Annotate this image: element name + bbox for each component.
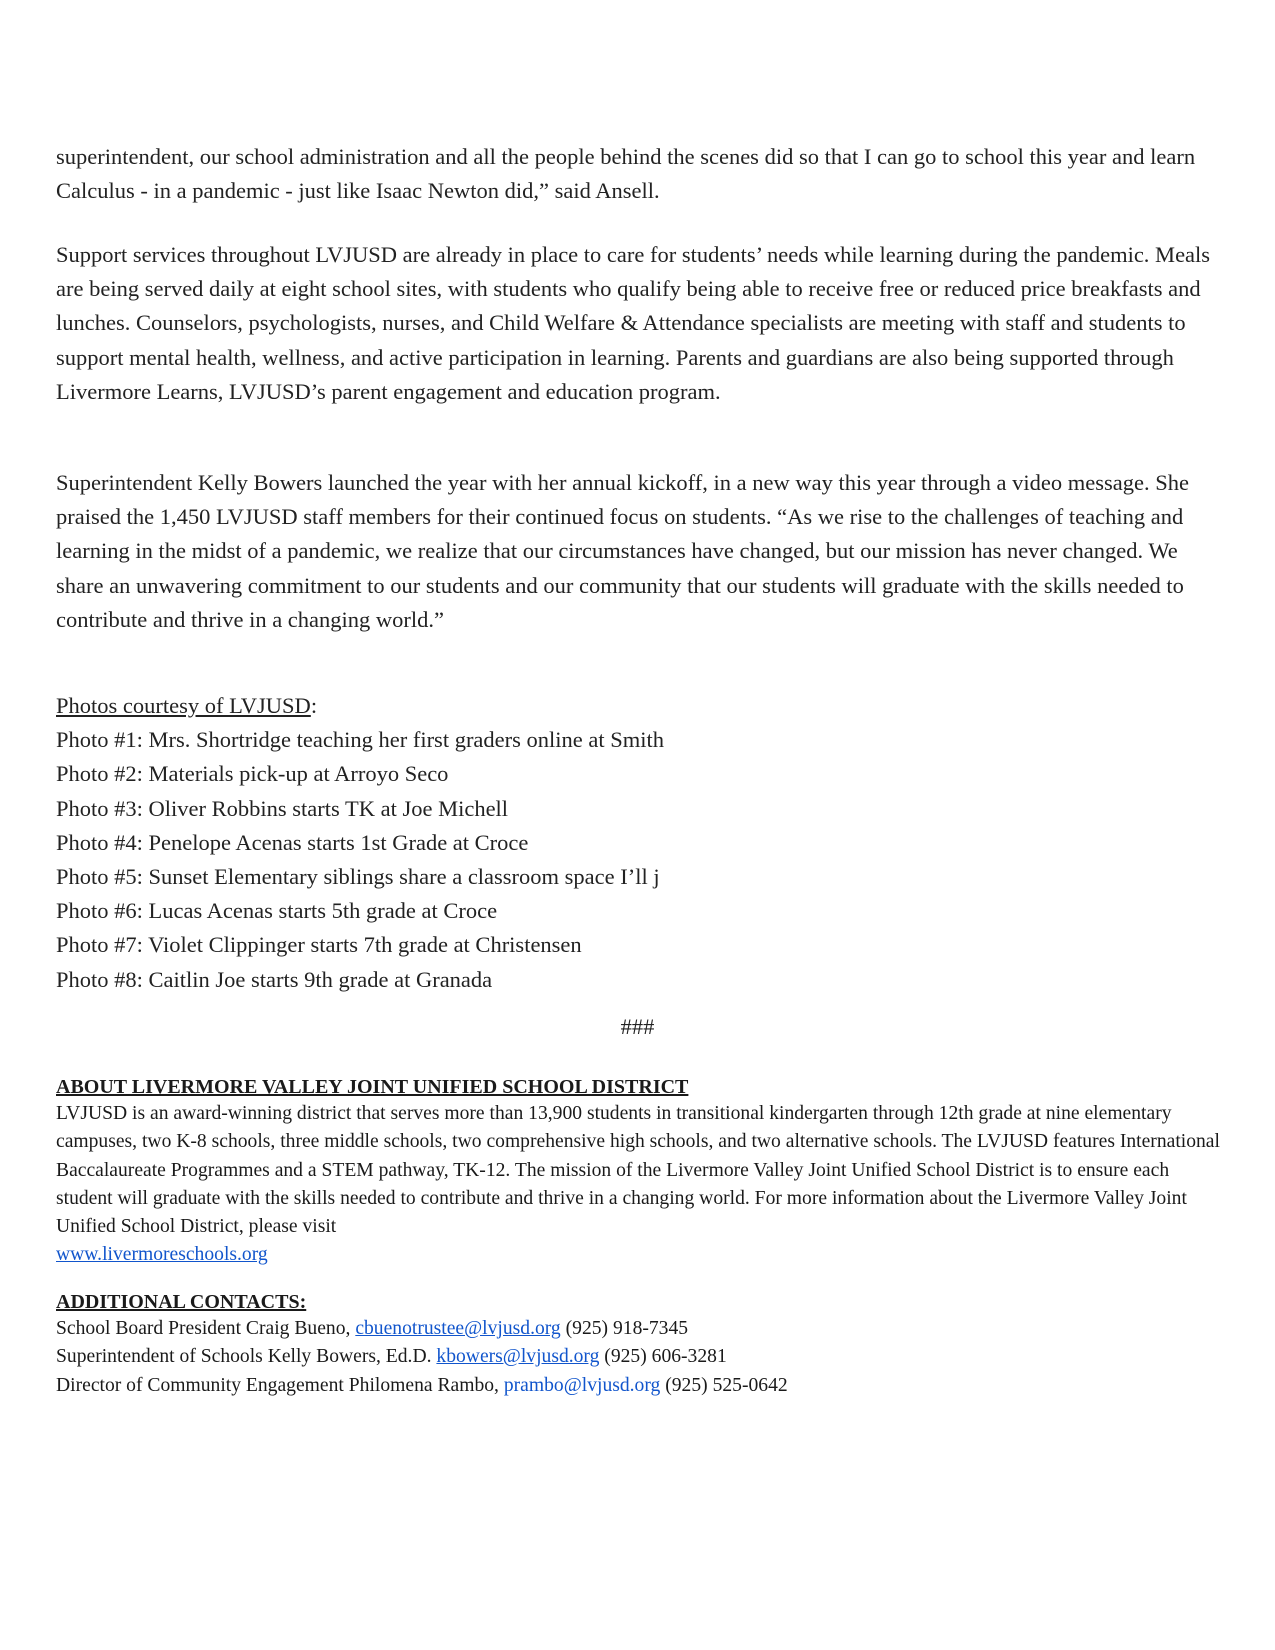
contacts-heading: ADDITIONAL CONTACTS: bbox=[56, 1291, 307, 1313]
photo-caption: Photo #7: Violet Clippinger starts 7th grade at Christensen bbox=[56, 932, 582, 958]
photo-caption: Photo #2: Materials pick-up at Arroyo Seco bbox=[56, 761, 449, 787]
body-paragraph-3 bbox=[56, 466, 1226, 637]
paragraph-text: Superintendent Kelly Bowers launched the year with her annual kickoff, in a new way this year through a video message. She praised the 1,450 LVJUSD staff members for their continued focus on students. “As we rise to the challenges of teaching and learning in the midst of a pandemic, we realize that our circumstances have changed, but our mission has never changed. We share an unwavering commitment to our students and our community that our students will graduate with the skills needed to contribute and thrive in a changing world.” bbox=[56, 470, 1190, 632]
contacts-section bbox=[56, 1289, 1226, 1400]
contact-phone: (925) 606-3281 bbox=[599, 1346, 727, 1368]
photo-caption: Photo #4: Penelope Acenas starts 1st Grade at Croce bbox=[56, 829, 529, 855]
contact-name: Superintendent of Schools Kelly Bowers, Ed.D. bbox=[56, 1346, 437, 1368]
photo-caption: Photo #8: Caitlin Joe starts 9th grade at Granada bbox=[56, 966, 493, 992]
photo-caption: Photo #3: Oliver Robbins starts TK at Joe Michell bbox=[56, 795, 509, 821]
email-link[interactable]: cbuenotrustee@lvjusd.org bbox=[355, 1318, 561, 1339]
contact-phone: (925) 918-7345 bbox=[560, 1318, 689, 1339]
about-section bbox=[56, 1074, 1226, 1270]
contact-line bbox=[56, 1315, 1226, 1343]
photo-caption: Photo #6: Lucas Acenas starts 5th grade at Croce bbox=[56, 898, 498, 924]
photo-caption: Photo #1: Mrs. Shortridge teaching her first graders online at Smith bbox=[56, 727, 665, 753]
contact-line bbox=[56, 1372, 1226, 1400]
email-link[interactable]: prambo@lvjusd.org bbox=[503, 1374, 661, 1396]
photo-credits-heading bbox=[56, 689, 1226, 723]
photo-caption: Photo #5: Sunset Elementary siblings share a classroom space I’ll j bbox=[56, 864, 660, 890]
body-paragraph-2 bbox=[56, 238, 1226, 409]
about-body-text: LVJUSD is an award-winning district that serves more than 13,900 students in transitional kindergarten through 12th grade at nine elementary campuses, two K-8 schools, three middle schools, two comprehensive high schools, and two alternative schools. The LVJUSD features International Baccalaureate Programmes and a STEM pathway, TK-12. The mission of the Livermore Valley Joint Unified School District is to ensure each student will graduate with the skills needed to contribute and thrive in a changing world. For more information about the Livermore Valley Joint Unified School District, please visit bbox=[56, 1103, 1220, 1238]
contact-name: School Board President Craig Bueno, bbox=[56, 1318, 356, 1339]
photo-credits bbox=[56, 689, 1226, 997]
contact-phone: (925) 525-0642 bbox=[660, 1374, 788, 1396]
contact-name: Director of Community Engagement Philomena Rambo, bbox=[56, 1374, 504, 1396]
paragraph-text: superintendent, our school administration and all the people behind the scenes did so that I can go to school this year and learn Calculus - in a pandemic - just like Isaac Newton did,” said Ansell. bbox=[56, 144, 1196, 204]
body-paragraph-1 bbox=[56, 140, 1226, 208]
website-link[interactable]: www.livermoreschools.org bbox=[56, 1244, 268, 1266]
photo-credits-heading-colon: : bbox=[310, 693, 318, 718]
contact-line bbox=[56, 1343, 1226, 1371]
email-link[interactable]: kbowers@lvjusd.org bbox=[436, 1346, 600, 1368]
about-heading: ABOUT LIVERMORE VALLEY JOINT UNIFIED SCHOOL DISTRICT bbox=[56, 1076, 689, 1098]
photo-credits-heading-text: Photos courtesy of LVJUSD bbox=[56, 693, 311, 718]
about-body bbox=[56, 1100, 1226, 1270]
end-of-release-mark: ### bbox=[620, 1014, 655, 1039]
paragraph-text: Support services throughout LVJUSD are already in place to care for students’ needs while learning during the pandemic. Meals are being served daily at eight school sites, with students who qualify being able to receive free or reduced price breakfasts and lunches. Counselors, psychologists, nurses, and Child Welfare & Attendance specialists are meeting with staff and students to support mental health, wellness, and active participation in learning. Parents and guardians are also being supported through Livermore Learns, LVJUSD’s parent engagement and education program. bbox=[56, 242, 1211, 404]
